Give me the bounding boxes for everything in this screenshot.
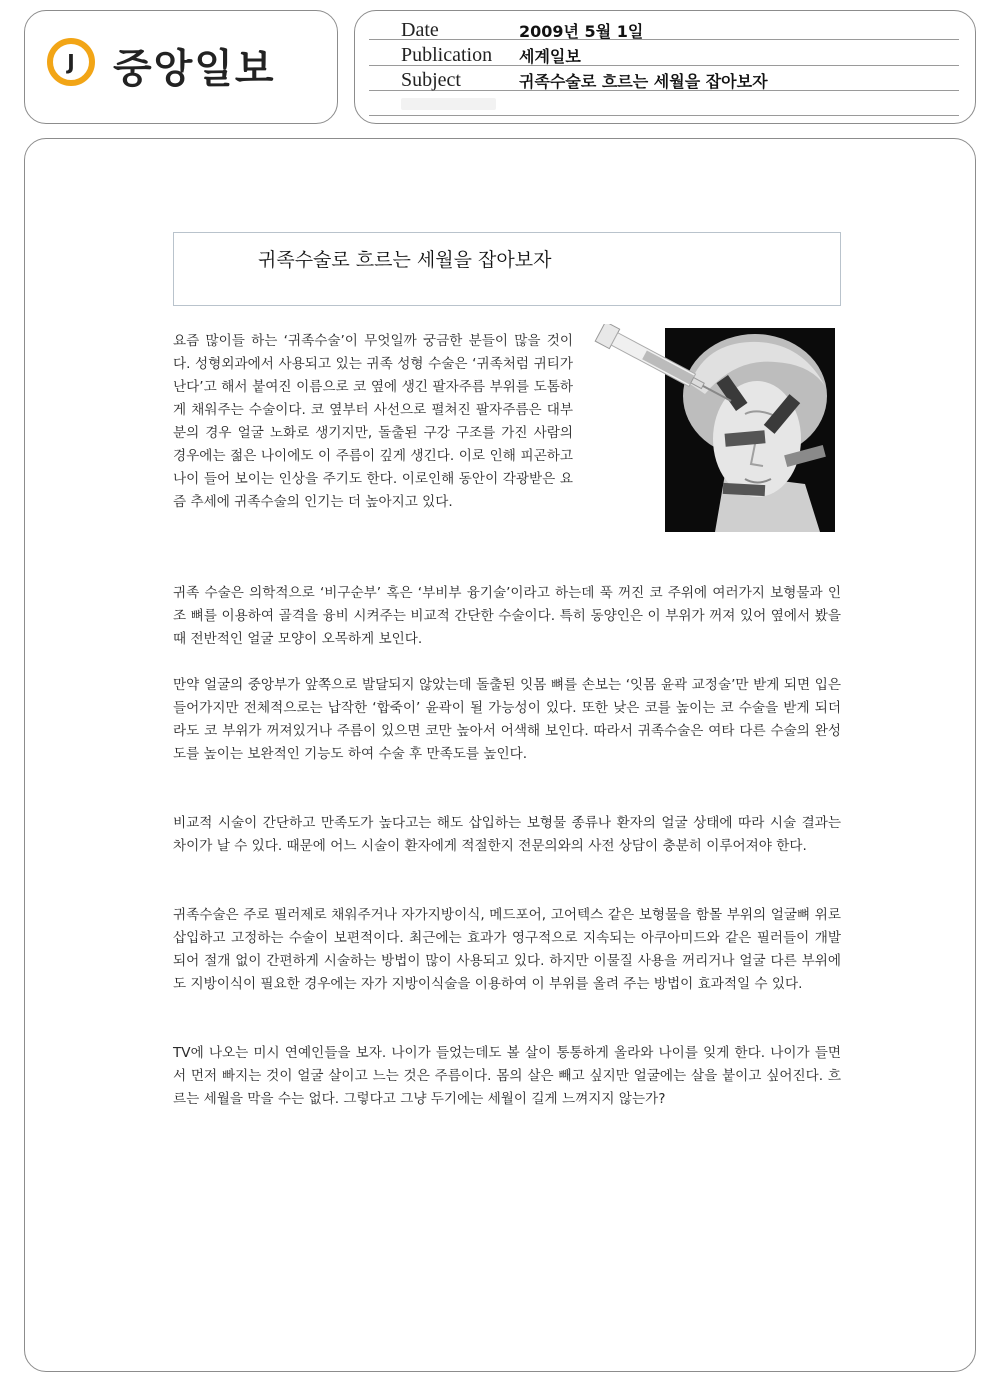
meta-label: Subject [401,69,461,91]
meta-label: Publication [401,44,493,66]
meta-panel [354,10,976,124]
meta-row-publication [369,40,959,65]
article-title-box [173,232,841,306]
logo-panel [24,10,338,124]
faded-row-mark [401,98,496,110]
article-paragraph: 귀족수술은 주로 필러제로 채워주거나 자가지방이식, 메드포어, 고어텍스 같은 보형물을 함몰 부위의 얼굴뼈 위로 삽입하고 고정하는 수술이 보편적이다. 최근에는 효과가 영구적으로 지속되는 아쿠아미드와 같은 필러들이 개발되어 절개 없이 간편하게 시술하는 방법이 많이 사용되고 있다. 하지만 이물질 사용을 꺼리거나 얼굴 다른 부위에도 지방이식이 필요한 경우에는 자가 지방이식술을 이용하여 이 부위를 올려 주는 방법이 효과적일 수 있다. [173,907,841,992]
meta-value: 2009년 5월 1일 [519,22,644,41]
article-panel [24,138,976,1372]
meta-label: Date [401,19,439,41]
meta-divider [369,115,959,116]
article-paragraph: 귀족 수술은 의학적으로 ‘비구순부’ 혹은 ‘부비부 융기술’이라고 하는데 푹 꺼진 코 주위에 여러가지 보형물과 인조 뼈를 이용하여 골격을 융비 시켜주는 비교적 간단한 수술이다. 특히 동양인은 이 부위가 꺼져 있어 옆에서 봤을 때 전반적인 얼굴 모양이 오목하게 보인다. [173,585,841,647]
meta-value: 귀족수술로 흐르는 세월을 잡아보자 [519,72,768,91]
meta-value: 세계일보 [519,47,581,66]
joongang-logo-icon: J [47,38,95,86]
article-paragraph: TV에 나오는 미시 연예인들을 보자. 나이가 들었는데도 볼 살이 통통하게 올라와 나이를 잊게 한다. 나이가 들면서 먼저 빠지는 것이 얼굴 살이고 느는 것은 주름이다. 몸의 살은 빼고 싶지만 얼굴에는 살을 붙이고 싶어진다. 흐르는 세월을 막을 수는 없다. 그렇다고 그냥 두기에는 세월이 길게 느껴지지 않는가? [173,1045,841,1107]
article-paragraph: 요즘 많이들 하는 ‘귀족수술’이 무엇일까 궁금한 분들이 많을 것이다. 성형외과에서 사용되고 있는 귀족 성형 수술은 ‘귀족처럼 귀티가 난다’고 해서 붙여진 이름으로 코 옆에 생긴 팔자주름 부위를 도톰하게 채워주는 수술이다. 코 옆부터 사선으로 펼쳐진 팔자주름은 대부분의 경우 얼굴 노화로 생기지만, 돌출된 구강 구조를 가진 사람의 경우에는 젊은 나이에도 이 주름이 깊게 생긴다. 이로 인해 피곤하고 나이 들어 보이는 인상을 주기도 한다. 이로인해 동안이 각광받은 요즘 추세에 귀족수술의 인기는 더 높아지고 있다. [173,333,573,510]
meta-row-subject [369,65,959,90]
meta-row-date [369,15,959,40]
article-paragraph: 만약 얼굴의 중앙부가 앞쪽으로 발달되지 않았는데 돌출된 잇몸 뼈를 손보는 ‘잇몸 윤곽 교정술’만 받게 되면 입은 들어가지만 전체적으로는 납작한 ‘합죽이’ 윤곽이 될 가능성이 있다. 또한 낮은 코를 높이는 코 수술을 받게 되더라도 코 부위가 꺼져있거나 주름이 있으면 코만 높아서 어색해 보인다. 따라서 귀족수술은 여타 다른 수술의 완성도를 높이는 보완적인 기능도 하여 수술 후 만족도를 높인다. [173,677,841,762]
logo-text: 중앙일보 [113,46,276,92]
statue-syringe-photo-icon [585,324,835,534]
article-paragraph: 비교적 시술이 간단하고 만족도가 높다고는 해도 삽입하는 보형물 종류나 환자의 얼굴 상태에 따라 시술 결과는 차이가 날 수 있다. 때문에 어느 시술이 환자에게 적절한지 전문의와의 사전 상담이 충분히 이루어져야 한다. [173,815,841,854]
article-title: 귀족수술로 흐르는 세월을 잡아보자 [258,249,552,271]
